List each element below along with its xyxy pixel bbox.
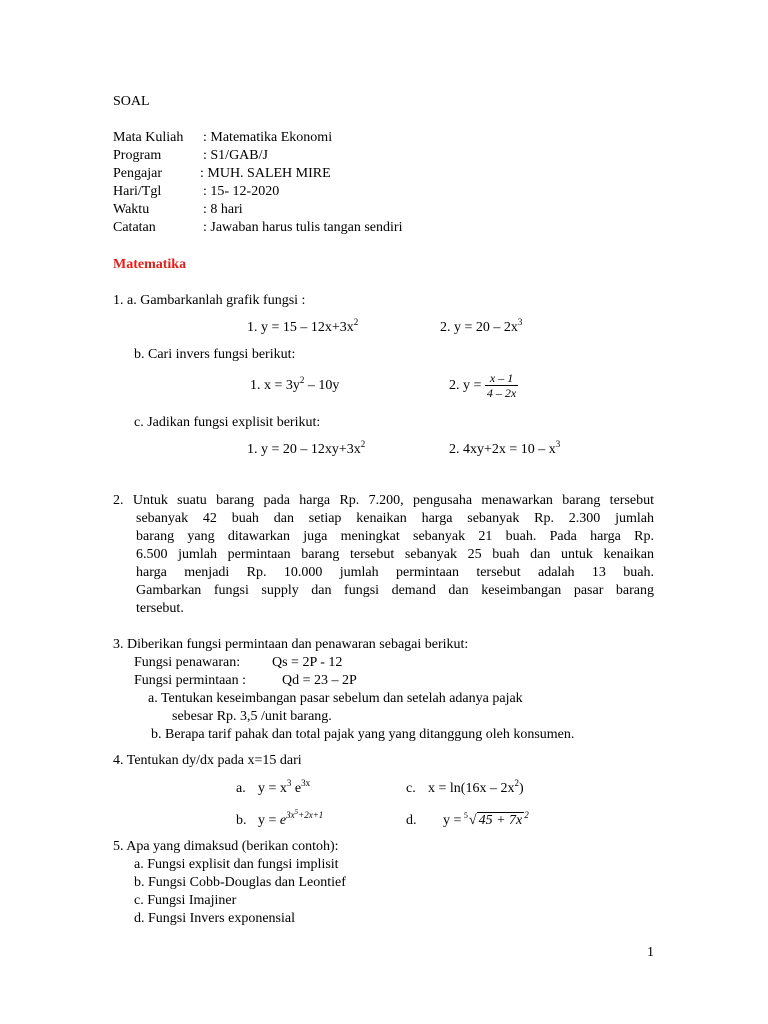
info-value-course: : Matematika Ekonomi (203, 130, 333, 145)
info-label-note: Catatan (113, 220, 156, 235)
q3a-line-2: sebesar Rp. 3,5 /unit barang. (172, 709, 332, 724)
q4d-equation: y = 5 √ 45 + 7x $^2$ (443, 810, 529, 828)
q3-demand-label: Fungsi permintaan : (134, 673, 246, 688)
info-label-date: Hari/Tgl (113, 184, 162, 199)
q2-line-4: 6.500 jumlah permintaan barang tersebut sebanyak 25 buah dan untuk kenaikan (136, 547, 654, 562)
q2-line-6: Gambarkan fungsi supply dan fungsi demand dan keseimbangan pasar barang (136, 583, 654, 598)
q4c-equation: $x = \ln(16x - 2x^2)$ (428, 778, 524, 796)
q1b-equation-1: 1. $x = 3y^2 - 10y$ (250, 375, 340, 393)
radical: 5 √ 45 + 7x $^2$ (463, 810, 529, 828)
q2-line-1: 2. Untuk suatu barang pada harga Rp. 7.200, pengusaha menawarkan barang tersebut (113, 493, 654, 508)
q4b-equation: $y = e^{3x^5+2x+1}$ (258, 808, 324, 828)
fraction: $\frac{x - 1}{4 - 2x}$ (486, 371, 517, 401)
q1b-text: b. Cari invers fungsi berikut: (134, 347, 296, 362)
q1c-equation-2: 2. $4xy+2x = 10 - x^3$ (449, 439, 561, 457)
q2-line-7: tersebut. (136, 601, 184, 616)
q4c-label: c. (406, 781, 416, 796)
info-label-time: Waktu (113, 202, 150, 217)
info-value-date: : 15- 12-2020 (203, 184, 280, 199)
q2-line-3: barang yang ditawarkan juga meningkat sebanyak 21 buah. Pada harga Rp. (136, 529, 654, 544)
q1c-text: c. Jadikan fungsi explisit berikut: (134, 415, 321, 430)
q4b-label: b. (236, 813, 247, 828)
q5-item-d: d. Fungsi Invers exponensial (134, 911, 295, 926)
q1c-equation-1: 1. $y = 20 - 12xy+3x^2$ (247, 439, 366, 457)
q3-supply-equation: Qs = 2P - 12 (272, 655, 343, 670)
q5-item-b: b. Fungsi Cobb-Douglas dan Leontief (134, 875, 346, 890)
q4a-label: a. (236, 781, 246, 796)
info-value-program: : S1/GAB/J (203, 148, 268, 163)
info-label-course: Mata Kuliah (113, 130, 184, 145)
info-value-teacher: : MUH. SALEH MIRE (200, 166, 331, 181)
q4a-equation: $y = x^3$ $e^{3x}$ (258, 778, 311, 796)
info-label-teacher: Pengajar (113, 166, 162, 181)
q5-item-a: a. Fungsi explisit dan fungsi implisit (134, 857, 339, 872)
document-title: SOAL (113, 94, 150, 109)
q5-item-c: c. Fungsi Imajiner (134, 893, 237, 908)
info-value-note: : Jawaban harus tulis tangan sendiri (203, 220, 403, 235)
q3-intro: 3. Diberikan fungsi permintaan dan penawaran sebagai berikut: (113, 637, 469, 652)
q1a-equation-2: 2. $y = 20 - 2x^3$ (440, 317, 523, 335)
q2-line-5: harga menjadi Rp. 10.000 jumlah permintaan tersebut adalah 13 buah. (136, 565, 654, 580)
q4-intro: 4. Tentukan dy/dx pada x=15 dari (113, 753, 302, 768)
q1b-equation-2: 2. y = $\frac{x - 1}{4 - 2x}$ (449, 371, 517, 401)
q3a-line-1: a. Tentukan keseimbangan pasar sebelum dan setelah adanya pajak (148, 691, 523, 706)
q1a-text: 1. a. Gambarkanlah grafik fungsi : (113, 293, 306, 308)
section-heading: Matematika (113, 257, 187, 272)
info-value-time: : 8 hari (203, 202, 243, 217)
info-label-program: Program (113, 148, 162, 163)
q1a-equation-1: 1. $y = 15 - 12x+3x^2$ (247, 317, 359, 335)
q5-intro: 5. Apa yang dimaksud (berikan contoh): (113, 839, 339, 854)
q4d-label: d. (406, 813, 417, 828)
q2-line-2: sebanyak 42 buah dan setiap kenaikan harga sebanyak Rp. 2.300 jumlah (136, 511, 654, 526)
q3-supply-label: Fungsi penawaran: (134, 655, 241, 670)
page-number: 1 (647, 945, 654, 960)
q3-demand-equation: Qd = 23 – 2P (282, 673, 357, 688)
q3b-text: b. Berapa tarif pahak dan total pajak yang yang ditanggung oleh konsumen. (151, 727, 575, 742)
